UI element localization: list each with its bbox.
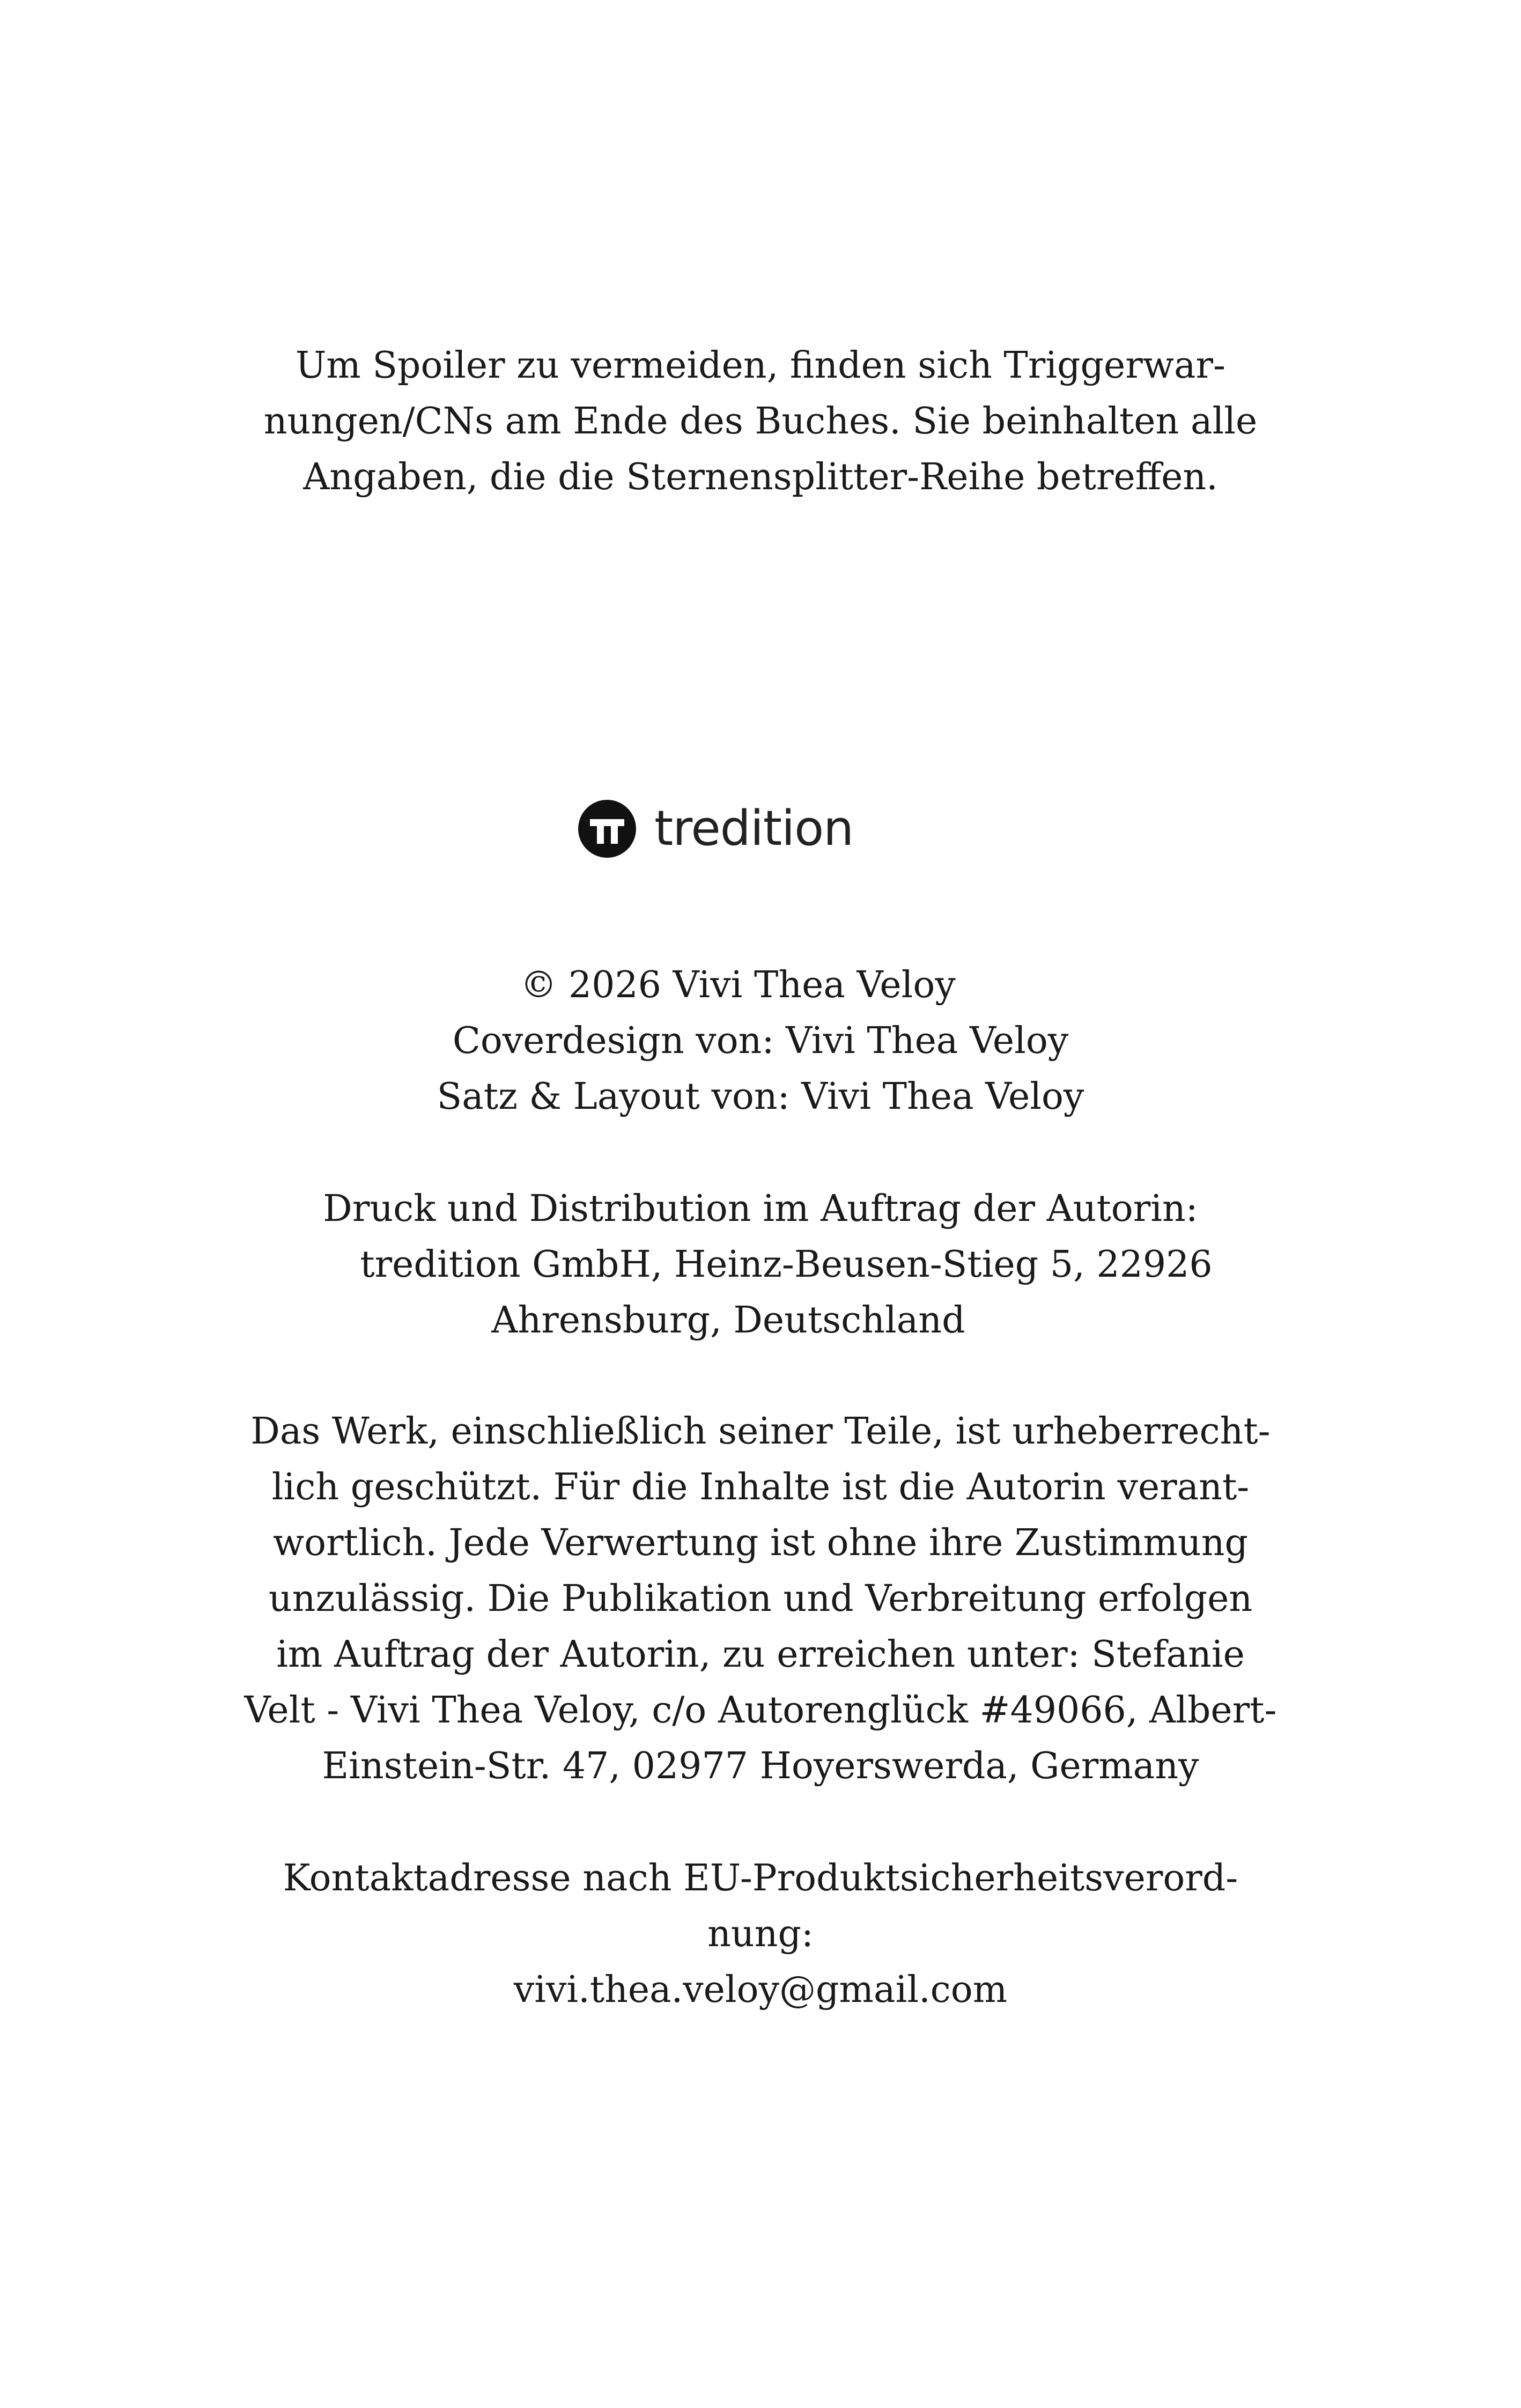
cover-design-credit: Coverdesign von: Vivi Thea Veloy: [452, 1020, 1069, 1062]
publisher-wordmark: tredition: [654, 800, 854, 857]
tredition-logo-icon: [578, 800, 636, 858]
rights-line: im Auftrag der Autorin, zu erreichen unter: Stefanie: [276, 1633, 1245, 1676]
contact-line: nung:: [707, 1913, 814, 1955]
notice-line: nungen/CNs am Ende des Buches. Sie beinhalten alle: [263, 400, 1258, 443]
printing-line: Ahrensburg, Deutschland: [491, 1299, 965, 1342]
contact-section: [0, 1851, 1521, 2018]
layout-credit: Satz & Layout von: Vivi Thea Veloy: [437, 1076, 1084, 1118]
rights-line: unzulässig. Die Publikation und Verbreitung erfolgen: [268, 1578, 1253, 1620]
printing-line: Druck und Distribution im Auftrag der Autorin:: [323, 1188, 1198, 1230]
publisher-logo: [578, 794, 853, 864]
rights-line: Velt - Vivi Thea Veloy, c/o Autorenglück #49066, Albert-: [244, 1689, 1277, 1732]
contact-email: vivi.thea.veloy@gmail.com: [513, 1969, 1008, 2011]
rights-line: lich geschützt. Für die Inhalte ist die Autorin verant-: [271, 1466, 1250, 1508]
copyright-notice: [0, 1404, 1521, 1794]
copyright-line: © 2026 Vivi Thea Veloy: [520, 964, 956, 1006]
printing-distribution-section: [0, 1181, 1521, 1349]
credits-section: [0, 958, 1521, 1125]
rights-line: Einstein-Str. 47, 02977 Hoyerswerda, Germany: [322, 1745, 1199, 1787]
contact-line: Kontaktadresse nach EU-Produktsicherheitsverord-: [283, 1857, 1238, 1899]
rights-line: Das Werk, einschließlich seiner Teile, ist urheberrecht-: [250, 1410, 1271, 1453]
printing-line: tredition GmbH, Heinz-Beusen-Stieg 5, 22926: [360, 1243, 1213, 1286]
trigger-warning-notice: [0, 338, 1521, 505]
notice-line: Angaben, die die Sternensplitter-Reihe betreffen.: [303, 456, 1218, 498]
rights-line: wortlich. Jede Verwertung ist ohne ihre Zustimmung: [272, 1522, 1249, 1564]
notice-line: Um Spoiler zu vermeiden, finden sich Triggerwar-: [295, 344, 1226, 387]
